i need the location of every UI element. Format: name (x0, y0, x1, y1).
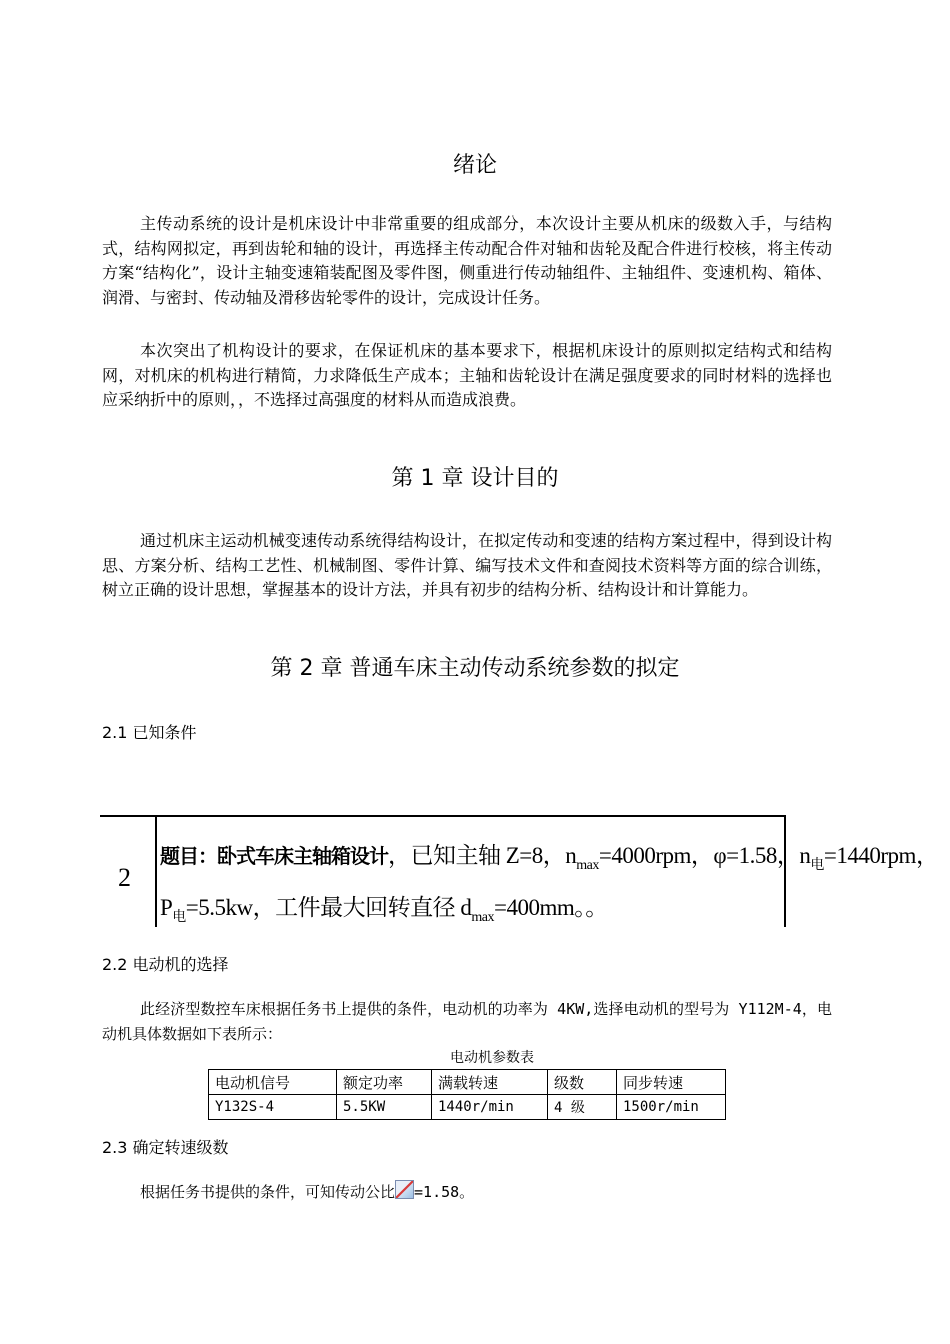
task-text: ，已知主轴 Z=8，n (388, 843, 577, 868)
table-caption: 电动机参数表 (450, 1050, 534, 1066)
table-header-cell: 电动机信号 (209, 1070, 337, 1095)
broken-image-icon (395, 1180, 414, 1199)
section-2-2-heading: 2.2 电动机的选择 (102, 955, 229, 974)
intro-paragraph-1: 主传动系统的设计是机床设计中非常重要的组成部分，本次设计主要从机床的级数入手，与结构式，结构网拟定，再到齿轮和轴的设计，再选择主传动配合件对轴和齿轮及配合件进行校核，将主传动方案“结构化”，设计主轴变速箱装配图及零件图，侧重进行传动轴组件、主轴组件、变速机构、箱体、润滑、与密封、传动轴及滑移齿轮零件的设计，完成设计任务。 (102, 214, 832, 307)
table-cell: Y132S-4 (209, 1095, 337, 1120)
task-text: =1440rpm， (823, 843, 939, 868)
subscript-max: max (471, 910, 494, 925)
task-text: =4000rpm，φ=1.58，n (598, 843, 811, 868)
motor-parameter-table (208, 1069, 726, 1120)
chapter-2-title: 第 2 章 普通车床主动传动系统参数的拟定 (270, 656, 680, 681)
table-header-cell: 同步转速 (617, 1070, 726, 1095)
task-line-2 (160, 889, 608, 926)
table-cell: 4 级 (548, 1095, 617, 1120)
task-text: =400mm。。 (494, 895, 608, 920)
subscript-max: max (576, 858, 599, 873)
intro-paragraph-2: 本次突出了机构设计的要求，在保证机床的基本要求下，根据机床设计的原则拟定结构式和结构网，对机床的机构进行精简，力求降低生产成本；主轴和齿轮设计在满足强度要求的同时材料的选择也应采纳折中的原则，，不选择过高强度的材料从而造成浪费。 (102, 341, 832, 409)
table-cell: 1500r/min (617, 1095, 726, 1120)
speed-ratio-value: =1.58。 (414, 1183, 475, 1201)
section-2-3-heading: 2.3 确定转速级数 (102, 1138, 229, 1157)
table-header-cell: 满载转速 (432, 1070, 548, 1095)
table-cell: 5.5KW (337, 1095, 432, 1120)
section-2-1-heading: 2.1 已知条件 (102, 723, 197, 742)
motor-selection-paragraph: 此经济型数控车床根据任务书上提供的条件，电动机的功率为 4KW,选择电动机的型号为 Y112M-4，电动机具体数据如下表所示： (102, 1000, 832, 1043)
chapter-1-paragraph: 通过机床主运动机械变速传动系统得结构设计，在拟定传动和变速的结构方案过程中，得到设计构思、方案分析、结构工艺性、机械制图、零件计算、编写技术文件和查阅技术资料等方面的综合训练，树立正确的设计思想，掌握基本的设计方法，并具有初步的结构分析、结构设计和计算能力。 (102, 531, 832, 599)
subscript-dian: 电 (810, 858, 824, 873)
intro-title: 绪论 (452, 153, 497, 178)
task-text: =5.5kw，工件最大回转直径 d (185, 895, 472, 920)
task-box-divider (155, 817, 157, 927)
task-statement-box (100, 815, 939, 927)
task-label: 题目：卧式车床主轴箱设计 (160, 844, 388, 868)
subscript-dian: 电 (172, 910, 186, 925)
task-line-1 (160, 837, 938, 874)
chapter-1-title: 第 1 章 设计目的 (391, 466, 559, 491)
table-header-cell: 级数 (548, 1070, 617, 1095)
task-number: 2 (118, 863, 131, 892)
table-header-row (209, 1070, 726, 1095)
table-cell: 1440r/min (432, 1095, 548, 1120)
table-header-cell: 额定功率 (337, 1070, 432, 1095)
table-row (209, 1095, 726, 1120)
task-text: P (160, 895, 173, 920)
speed-ratio-text: 根据任务书提供的条件，可知传动公比 (140, 1183, 396, 1201)
speed-ratio-paragraph (102, 1180, 832, 1205)
